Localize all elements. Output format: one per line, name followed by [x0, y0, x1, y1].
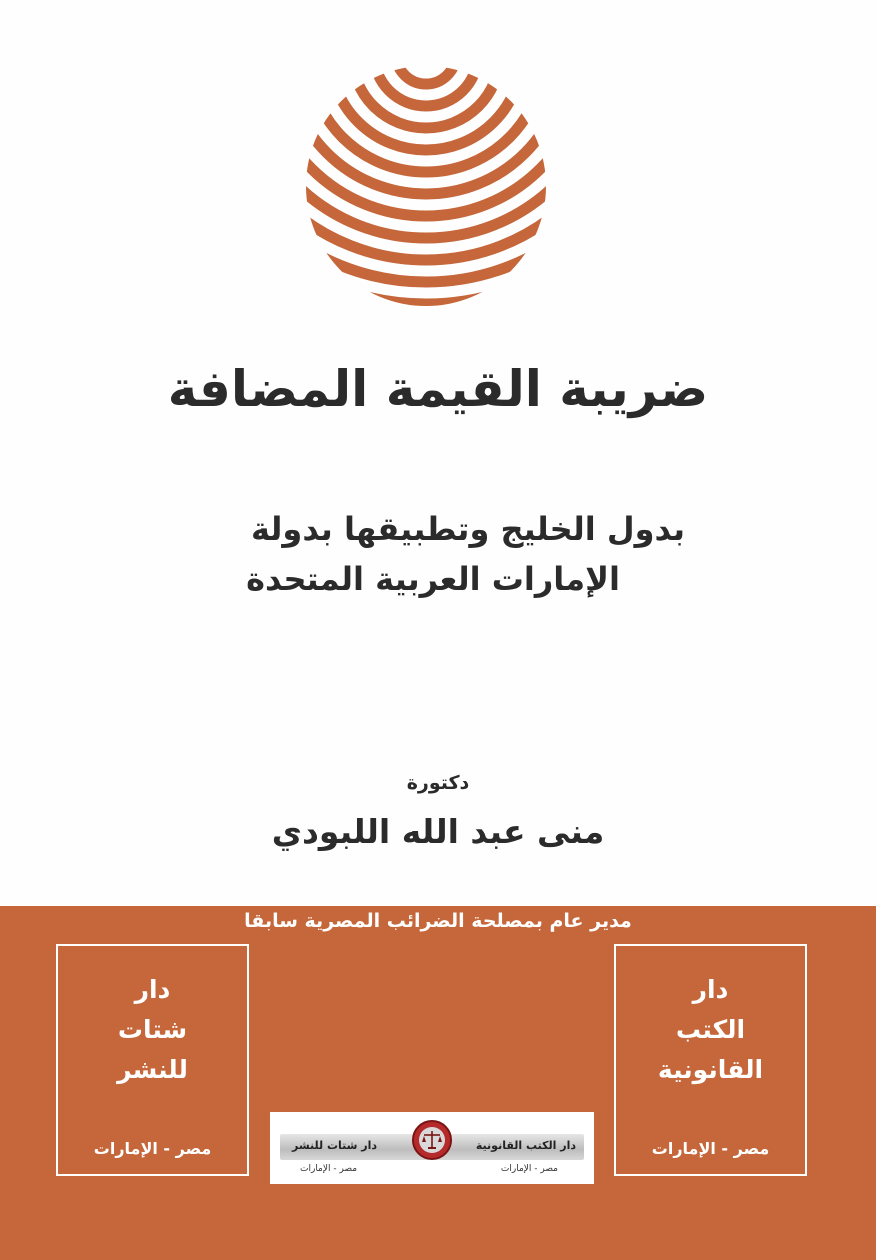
- author-name: منى عبد الله اللبودي: [271, 812, 605, 851]
- publisher-right-line: الكتب: [675, 1015, 746, 1044]
- publisher-left-line: شتات: [117, 1015, 188, 1044]
- publisher-box-right: [614, 944, 807, 1176]
- book-subtitle-line-2: الإمارات العربية المتحدة: [246, 560, 620, 598]
- publisher-left-location: مصر - الإمارات: [93, 1139, 212, 1158]
- author-prefix: دكتورة: [406, 772, 470, 794]
- publisher-right-line: القانونية: [657, 1055, 764, 1084]
- publishers-stamp: [270, 1112, 594, 1184]
- publisher-box-left: [56, 944, 249, 1176]
- author-role: مدير عام بمصلحة الضرائب المصرية سابقا: [244, 910, 632, 932]
- book-title: ضريبة القيمة المضافة: [167, 360, 709, 418]
- stamp-right-name: دار الكتب القانونية: [475, 1139, 576, 1152]
- book-subtitle-line-1: بدول الخليج وتطبيقها بدولة: [251, 510, 685, 548]
- stamp-left-name: دار شتات للنشر: [292, 1139, 378, 1152]
- stamp-right-location: مصر - الإمارات: [500, 1164, 558, 1174]
- publisher-left-line: للنشر: [117, 1055, 188, 1084]
- scales-of-justice-seal-icon: [412, 1120, 452, 1160]
- publisher-right-location: مصر - الإمارات: [651, 1139, 770, 1158]
- stamp-left-location: مصر - الإمارات: [300, 1164, 358, 1174]
- publisher-right-line: دار: [692, 975, 729, 1004]
- striped-sphere-logo-icon: [304, 64, 548, 308]
- publisher-left-line: دار: [134, 975, 171, 1004]
